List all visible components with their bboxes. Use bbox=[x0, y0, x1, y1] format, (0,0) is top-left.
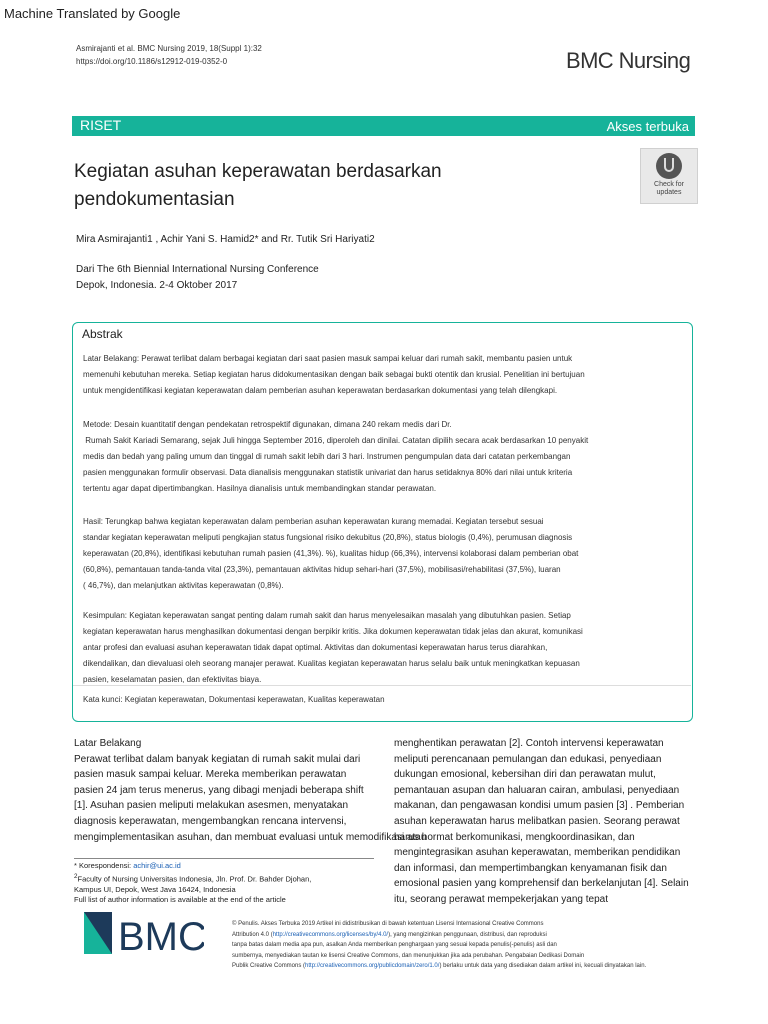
license-line: © Penulis. Akses Terbuka 2019 Artikel ini didistribusikan di bawah ketentuan Lisensi Internasional Creative Commons bbox=[232, 921, 544, 927]
body-line: asuhan keperawatan harus melibatkan pasien. Seorang perawat bbox=[394, 815, 680, 827]
badge-label-line: Check for bbox=[654, 181, 684, 188]
article-title-line: pendokumentasian bbox=[74, 189, 235, 210]
open-access-label: Akses terbuka bbox=[606, 119, 689, 134]
abstract-line: standar kegiatan keperawatan meliputi pengkajian status fungsional risiko dekubitus (20,8%), status biologis (0,4%), perumusan diagnosis bbox=[83, 533, 573, 542]
license-line bbox=[232, 930, 752, 941]
license-line bbox=[232, 961, 752, 972]
body-line: Perawat terlibat dalam banyak kegiatan di rumah sakit mulai dari bbox=[74, 753, 361, 765]
cc0-license-link[interactable]: http://creativecommons.org/publicdomain/zero/1.0/ bbox=[305, 963, 440, 969]
license-text: ), yang mengizinkan penggunaan, distribusi, dan reproduksi bbox=[388, 931, 547, 938]
body-line: meliputi perencanaan pemulangan dan edukasi, penyediaan bbox=[394, 753, 662, 765]
body-line: harus hormat berkomunikasi, mengkoordinasikan, dan bbox=[394, 831, 635, 843]
body-line: dan informasi, dan mempertimbangkan kenyamanan fisik dan bbox=[394, 862, 667, 874]
check-for-updates-button[interactable] bbox=[640, 148, 698, 204]
article-type-bar bbox=[72, 116, 695, 136]
license-text: Publik Creative Commons ( bbox=[232, 963, 306, 969]
abstract-line: dikendalikan, dan dievaluasi oleh seorang manajer perawat. Kualitas kegiatan keperawatan harus selalu baik untuk meningkatkan kepuasan bbox=[83, 659, 580, 668]
body-line: mengimplementasikan asuhan, dan membuat evaluasi untuk memodifikasi atau bbox=[74, 831, 427, 843]
badge-label bbox=[641, 181, 697, 197]
abstract-heading: Abstrak bbox=[82, 327, 123, 341]
crossmark-icon bbox=[656, 153, 682, 179]
abstract-line: keperawatan (20,8%), identifikasi kebutuhan rumah pasien (41,3%). %), kualitas hidup (66,3%), intervensi kolaborasi dalam pemberian obat bbox=[83, 549, 579, 558]
badge-label-line: updates bbox=[656, 189, 682, 196]
abstract-line: ( 46,7%), dan melanjutkan aktivitas keperawatan (0,8%). bbox=[83, 581, 284, 590]
body-line: makanan, dan pengawasan kondisi umum pasien [3] . Pemberian bbox=[394, 800, 685, 812]
body-line: pasien masuk sampai keluar. Mereka memberikan perawatan bbox=[74, 769, 347, 781]
body-line: [1]. Asuhan pasien meliputi melakukan asesmen, menyatakan bbox=[74, 800, 349, 812]
affiliation-mark: 2 bbox=[74, 872, 78, 880]
abstract-conclusion bbox=[83, 608, 683, 688]
article-type-label: RISET bbox=[80, 117, 122, 133]
correspondence-email-link[interactable]: achir@ui.ac.id bbox=[133, 861, 181, 870]
cc-by-license-link[interactable]: http://creativecommons.org/licenses/by/4.0/ bbox=[272, 931, 389, 938]
keywords: Kata kunci: Kegiatan keperawatan, Dokumentasi keperawatan, Kualitas keperawatan bbox=[83, 695, 385, 704]
body-line: dukungan emosional, kebersihan diri dan perawatan mulut, bbox=[394, 769, 656, 781]
citation-block bbox=[76, 42, 262, 68]
license-text: ) berlaku untuk data yang disediakan dalam artikel ini, kecuali dinyatakan lain. bbox=[439, 963, 647, 969]
abstract-line: memenuhi kebutuhan mereka. Setiap kegiatan harus didokumentasikan dengan baik sebagai bukti otentik dan krusial. Penelitian ini bertujuan bbox=[83, 370, 585, 379]
conference-line: Dari The 6th Biennial International Nursing Conference bbox=[76, 264, 319, 275]
abstract-line: medis dan bedah yang paling umum dan tinggal di rumah sakit lebih dari 3 hari. Instrumen pengumpulan data dari catatan perkembangan bbox=[83, 452, 571, 461]
license-text: Attribution 4.0 ( bbox=[232, 931, 273, 938]
abstract-line: Metode: Desain kuantitatif dengan pendekatan retrospektif digunakan, dimana 240 rekam medis dari Dr. bbox=[83, 420, 452, 429]
conference-line: Depok, Indonesia. 2-4 Oktober 2017 bbox=[76, 280, 238, 291]
license-line: sumbernya, menyediakan tautan ke lisensi Creative Commons, dan menunjukkan jika ada perubahan. Pengabaian Dedikasi Domain bbox=[232, 952, 585, 959]
journal-name: BMC Nursing bbox=[566, 48, 691, 73]
affiliation-line: Kampus UI, Depok, West Java 16424, Indonesia bbox=[74, 884, 236, 894]
body-line: emosional pasien yang komprehensif dan berkelanjutan [4]. Selain bbox=[394, 878, 689, 890]
abstract-line: pasien menggunakan formulir observasi. Data dianalisis menggunakan statistik univariat dan harus setidaknya 80% dari nilai untuk kriteria bbox=[83, 468, 573, 477]
abstract-results bbox=[83, 514, 683, 594]
doi-link[interactable]: https://doi.org/10.1186/s12912-019-0352-0 bbox=[76, 57, 228, 66]
affiliation-line bbox=[74, 872, 384, 885]
abstract-line: Latar Belakang: Perawat terlibat dalam berbagai kegiatan dari saat pasien masuk sampai keluar dari rumah sakit, membantu pasien untuk bbox=[83, 354, 573, 363]
author-info-note: Full list of author information is available at the end of the article bbox=[74, 895, 286, 904]
correspondence-label: * Korespondensi: bbox=[74, 861, 134, 870]
citation-line: Asmirajanti et al. BMC Nursing 2019, 18(Suppl 1):32 bbox=[76, 44, 262, 53]
section-heading: Latar Belakang bbox=[74, 738, 142, 749]
abstract-line: pasien, keselamatan pasien, dan efektivitas biaya. bbox=[83, 675, 262, 684]
abstract-background bbox=[83, 351, 683, 399]
article-title bbox=[74, 158, 544, 214]
abstract-line: kegiatan keperawatan harus menghasilkan dokumentasi dengan berpikir kritis. Jika dokumen keperawatan tidak jelas dan akurat, komunikasi bbox=[83, 627, 583, 636]
footnote-divider bbox=[74, 858, 374, 859]
conference-info bbox=[76, 262, 319, 294]
correspondence-line bbox=[74, 861, 384, 872]
abstract-line: (60,8%), pemantauan tanda-tanda vital (23,3%), pemantauan aktivitas hidup sehari-hari (37,5%), mobilisasi/rehabilitasi (37,5%), luaran bbox=[83, 565, 561, 574]
body-line: diagnosis keperawatan, mengembangkan rencana intervensi, bbox=[74, 815, 347, 827]
bmc-logo-text: BMC bbox=[118, 915, 204, 956]
license-line: tanpa batas dalam media apa pun, asalkan Anda memberikan penghargaan yang sesuai kepada penulis(-penulis) asli dan bbox=[232, 942, 557, 948]
abstract-line: antar profesi dan evaluasi asuhan keperawatan tidak dapat optimal. Aktivitas dan dokumentasi keperawatan harus terus diarahkan, bbox=[83, 643, 548, 652]
abstract-line: Hasil: Terungkap bahwa kegiatan keperawatan dalam pemberian asuhan keperawatan kurang memadai. Kegiatan tersebut sesuai bbox=[83, 517, 544, 526]
keywords-divider bbox=[73, 685, 691, 686]
abstract-box bbox=[72, 322, 693, 722]
body-line: menghentikan perawatan [2]. Contoh intervensi keperawatan bbox=[394, 738, 664, 749]
author-list: Mira Asmirajanti1 , Achir Yani S. Hamid2* and Rr. Tutik Sri Hariyati2 bbox=[76, 234, 375, 245]
body-line: mengintegrasikan asuhan keperawatan, memberikan pendidikan bbox=[394, 847, 681, 859]
abstract-line: Rumah Sakit Kariadi Semarang, sejak Juli hingga September 2016, diperoleh dan dinilai. Catatan dipilih secara acak berdasarkan 10 penyakit bbox=[83, 436, 589, 445]
body-left-column bbox=[74, 736, 427, 845]
bmc-logo bbox=[84, 910, 204, 956]
license-block bbox=[232, 919, 752, 972]
abstract-line: tertentu agar dapat dipertimbangkan. Hasilnya dianalisis untuk membandingkan standar perawatan. bbox=[83, 484, 437, 493]
footnote bbox=[74, 861, 384, 906]
body-line: pasien 24 jam terus menerus, yang dibagi menjadi beberapa shift bbox=[74, 784, 364, 796]
body-line: itu, seorang perawat mempekerjakan yang tepat bbox=[394, 893, 609, 905]
body-line: pemantauan asupan dan haluaran cairan, ambulasi, penyediaan bbox=[394, 784, 680, 796]
body-right-column bbox=[394, 736, 694, 908]
machine-translated-banner: Machine Translated by Google bbox=[4, 6, 181, 21]
article-title-line: Kegiatan asuhan keperawatan berdasarkan bbox=[74, 161, 442, 182]
abstract-line: Kesimpulan: Kegiatan keperawatan sangat penting dalam rumah sakit dan harus menyelesaikan masalah yang dibutuhkan pasien. Setiap bbox=[83, 611, 571, 620]
abstract-methods bbox=[83, 417, 683, 497]
bmc-logo-graphic bbox=[84, 910, 204, 956]
affiliation-text: Faculty of Nursing Universitas Indonesia, Jln. Prof. Dr. Bahder Djohan, bbox=[77, 874, 312, 883]
abstract-line: untuk mengidentifikasi kegiatan keperawatan dalam pemberian asuhan keperawatan berdasarkan dokumentasi yang telah dilengkapi. bbox=[83, 386, 558, 395]
